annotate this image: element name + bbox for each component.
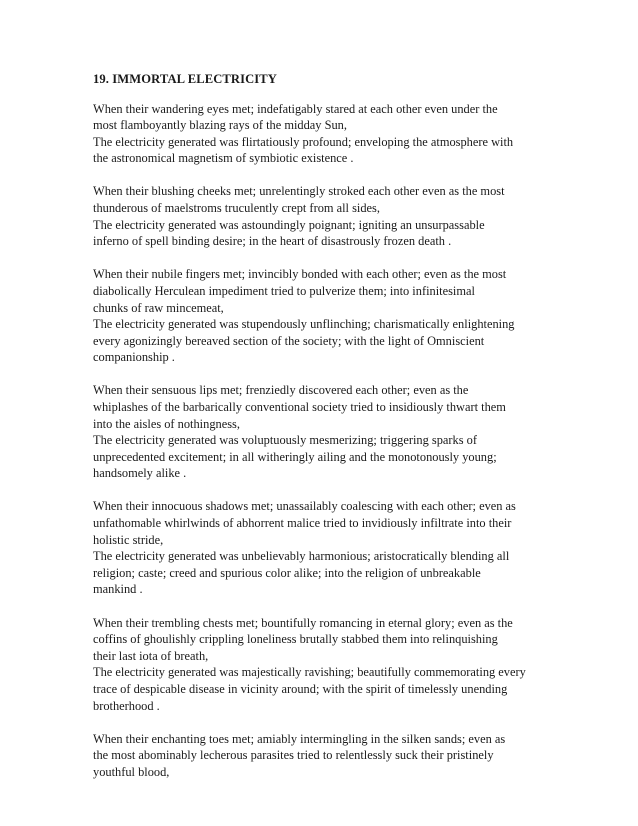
stanza-2 bbox=[93, 183, 553, 249]
poem-line: When their trembling chests met; bountifully romancing in eternal glory; even as the bbox=[93, 615, 513, 630]
poem-line: The electricity generated was stupendously unflinching; charismatically enlightening bbox=[93, 317, 515, 332]
poem-line: youthful blood, bbox=[93, 764, 170, 779]
poem-line: into the aisles of nothingness, bbox=[93, 416, 240, 431]
poem-line: When their wandering eyes met; indefatigably stared at each other even under the bbox=[93, 101, 498, 116]
poem-line: When their innocuous shadows met; unassailably coalescing with each other; even as bbox=[93, 499, 516, 514]
poem-line: mankind . bbox=[93, 582, 143, 597]
poem-line: their last iota of breath, bbox=[93, 648, 209, 663]
poem-line: trace of despicable disease in vicinity around; with the spirit of timelessly unending bbox=[93, 681, 508, 696]
poem-line: When their nubile fingers met; invincibly bonded with each other; even as the most bbox=[93, 267, 507, 282]
stanza-6 bbox=[93, 615, 553, 715]
stanza-5 bbox=[93, 498, 553, 598]
poem-line: inferno of spell binding desire; in the heart of disastrously frozen death . bbox=[93, 234, 452, 249]
poem-line: every agonizingly bereaved section of the society; with the light of Omniscient bbox=[93, 333, 485, 348]
poem-line: religion; caste; creed and spurious color alike; into the religion of unbreakable bbox=[93, 565, 481, 580]
poem-line: The electricity generated was astoundingly poignant; igniting an unsurpassable bbox=[93, 217, 485, 232]
poem-line: the astronomical magnetism of symbiotic existence . bbox=[93, 151, 354, 166]
poem-page bbox=[93, 71, 553, 797]
poem-line: coffins of ghoulishly crippling loneliness brutally stabbed them into relinquishing bbox=[93, 632, 498, 647]
poem-title: 19. IMMORTAL ELECTRICITY bbox=[93, 72, 278, 86]
poem-line: unprecedented excitement; in all witheringly ailing and the monotonously young; bbox=[93, 449, 497, 464]
poem-line: the most abominably lecherous parasites tried to relentlessly suck their pristinely bbox=[93, 748, 494, 763]
poem-line: chunks of raw mincemeat, bbox=[93, 300, 224, 315]
stanza-7 bbox=[93, 731, 553, 781]
stanza-3 bbox=[93, 266, 553, 366]
poem-line: When their blushing cheeks met; unrelentingly stroked each other even as the most bbox=[93, 184, 505, 199]
poem-line: The electricity generated was voluptuously mesmerizing; triggering sparks of bbox=[93, 433, 477, 448]
poem-line: brotherhood . bbox=[93, 698, 160, 713]
stanza-4 bbox=[93, 382, 553, 482]
stanza-1 bbox=[93, 101, 553, 167]
poem-line: whiplashes of the barbarically conventional society tried to insidiously thwart them bbox=[93, 400, 506, 414]
poem-line: companionship . bbox=[93, 350, 175, 365]
poem-line: most flamboyantly blazing rays of the midday Sun, bbox=[93, 118, 347, 133]
poem-line: thunderous of maelstroms truculently crept from all sides, bbox=[93, 201, 380, 216]
poem-line: The electricity generated was unbelievably harmonious; aristocratically blending all bbox=[93, 549, 510, 564]
poem-line: When their sensuous lips met; frenziedly discovered each other; even as the bbox=[93, 383, 469, 398]
poem-line: The electricity generated was flirtatiously profound; enveloping the atmosphere with bbox=[93, 134, 514, 149]
poem-line: holistic stride, bbox=[93, 532, 164, 547]
poem-line: The electricity generated was majestically ravishing; beautifully commemorating every bbox=[93, 665, 526, 680]
poem-line: diabolically Herculean impediment tried to pulverize them; into infinitesimal bbox=[93, 283, 475, 298]
poem-line: handsomely alike . bbox=[93, 466, 187, 481]
poem-line: unfathomable whirlwinds of abhorrent malice tried to invidiously infiltrate into their bbox=[93, 516, 512, 531]
poem-line: When their enchanting toes met; amiably intermingling in the silken sands; even as bbox=[93, 731, 506, 746]
